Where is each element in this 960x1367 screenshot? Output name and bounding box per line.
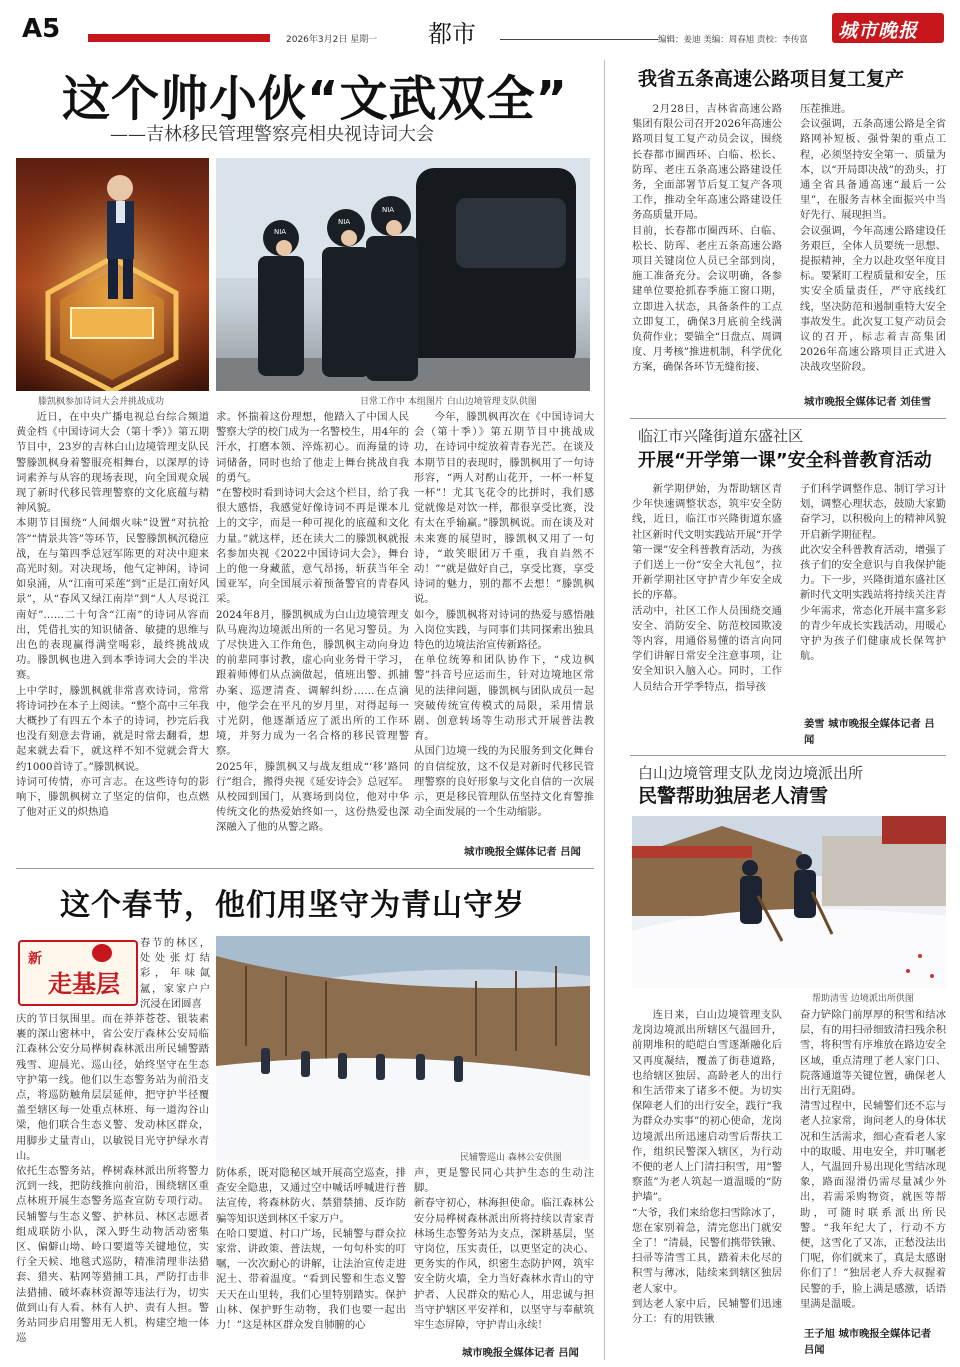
grassroots-badge <box>18 940 138 1006</box>
story1-column-3: 今年，滕凯枫再次在《中国诗词大会（第十季）》第五期节目中挑战成功，在诗词中绽放着青春光芒。在谈及本期节目的表现时，滕凯枫用了一句诗形容，“两人对酌山花开，一杯一杯复一杯”！尤其飞花令的比拼时，我们感觉就像是对饮一样，都很享受比赛，没有太在乎输赢。”滕凯枫说。而在谈及对未来赛的展望时，滕凯枫又用了一句诗，“敢笑眼团万千重，我自岿然不动！”“就是做好自己，享受比赛，享受诗词的魅力，别的都不去想！”滕凯枫说。 如今，滕凯枫将对诗词的热爱与感悟融入岗位实践，与同事们共同探索出独具特色的边境法治宣传新路径。 在单位统筹和团队协作下，“戍边枫警”抖音号应运而生，针对边境地区常见的法律问题，滕凯枫与团队成员一起突破传统宣传模式的局限，采用情景剧、创意转场等生动形式开展普法教育。 从国门边境一线的为民服务到文化舞台的自信绽放，这不仅是对新时代移民管理警察的良好形象与文化自信的一次展示，更是移民管理队伍坚持文化育警推动全面发展的一个生动缩影。 <box>414 411 594 819</box>
story3-headline: 开展“开学第一课”安全科普教育活动 <box>638 450 932 471</box>
story4-byline: 王子旭 城市晚报全媒体记者 吕闻 <box>804 1328 932 1356</box>
badge-main-text: 走基层 <box>48 970 120 998</box>
masthead-rule <box>500 39 658 40</box>
story5-photo-caption: 民辅警巡山 森林公安供图 <box>460 1150 562 1163</box>
story4-column-1: 连日来，白山边境管理支队龙岗边境派出所辖区气温回升，前期堆积的皑皑白雪逐渐融化后又再度凝结，覆盖了街巷道路，也给辖区独居、高龄老人的出行和生活带来了诸多不便。为切实保障老人们的出行安全，践行“我为群众办实事”的初心使命，龙岗边境派出所迅速启动雪后帮扶工作，组织民警深入辖区，为行动不便的老人上门清扫积雪，用“警察蓝”为老人筑起一道温暖的“防护墙”。 “大爷，我们来给您扫雪除冰了，您在家别着急，清完您出门就安全了！”清晨，民警们携带铁锹、扫帚等清雪工具，踏着未化尽的积雪与薄冰，陆续来到辖区独居老人家中。 到达老人家中后，民辅警们迅速分工：有的用铁锹 <box>632 1009 782 1326</box>
story1-photo1-caption: 滕凯枫参加诗词大会并挑战成功 <box>38 397 165 407</box>
story3-column-1: 新学期伊始，为帮助辖区青少年快速调整状态，筑牢安全防线，近日，临江市兴隆街道东盛社区新时代文明实践站开展“开学第一课”安全科普教育活动，为孩子们送上一份“安全大礼包”，拉开新学期社区守护青少年安全成长的序幕。 活动中，社区工作人员围绕交通安全、消防安全、防范校园欺凌等内容，用通俗易懂的语言向同学们讲解日常安全注意事项，让安全知识入脑入心。同时，工作人员结合开学季特点，指导孩 <box>632 483 782 693</box>
story3-kicker: 临江市兴隆街道东盛社区 <box>638 427 804 445</box>
masthead-red-bar <box>88 34 270 42</box>
badge-small-char: 新 <box>28 951 42 967</box>
story2-byline: 城市晚报全媒体记者 刘佳雪 <box>804 396 932 408</box>
story5-intro: 春节的林区，处处张灯结彩，年味氤氲，家家户户沉浸在团圆喜 <box>140 937 210 1010</box>
brand-logo-text: 城市晚报 <box>838 20 919 42</box>
divider-story2 <box>630 418 946 419</box>
story1-subhead: ——吉林移民管理警察亮相央视诗词大会 <box>110 124 434 145</box>
story5-photo-forest-patrol <box>216 936 590 1160</box>
story1-column-2: 求。怀揣着这份理想，他踏入了中国人民警察大学的校门成为一名警校生，用4年的汗水，打磨本领、淬炼初心。而海量的诗词储备，同时也给了他走上舞台挑战自我的勇气。 “在警校时看到诗词大会这个栏目，给了我很大感悟，我感觉好像诗词不再是课本儿上的文字，而是一种可视化的底蕴和文化力量。”就这样，还在读大二的滕凯枫就报名参加央视《2022中国诗词大会》，舞台上的他一身藏蓝，意气昂扬，斩获当年全国亚军，向全国展示着预备警官的青春风采。 2024年8月，滕凯枫成为白山边境管理支队马鹿沟边境派出所的一名见习警员。为了尽快进入工作角色，滕凯枫主动向身边的前辈同事讨教，虚心向业务骨干学习，跟着师傅们从点滴做起，值班出警、抓捕办案、巡逻清查、调解纠纷……在点滴中，他学会在平凡的岁月里，对得起每一寸光阴，他逐渐适应了派出所的工作环境，并努力成为一名合格的移民管理警察。 2025年，滕凯枫又与战友组成“‘移’路同行”组合，搬得央视《延安诗会》总冠军。从校园到国门，从赛场到岗位，他对中华传统文化的热爱始终如一，这份热爱也深深融入了他的从警之路。 <box>216 411 409 834</box>
story1-column-1: 近日，在中央广播电视总台综合频道黄金档《中国诗词大会（第十季）》第五期节目中，23岁的吉林白山边境管理支队民警滕凯枫身着警服亮相舞台，以深厚的诗词素养与从容的现场表现，向全国观众展现了新时代移民管理警察的文化底蕴与精神风貌。 本期节目围绕“人间烟火味”设置“对抗抢答”“情景共答”等环节，民警滕凯枫沉稳应战，在与第四季总冠军陈更的对决中迎来高光时刻。对决现场，他气定神闲，诗词如泉涌，从“江南可采莲”到“正是江南好风景”，从“春风又绿江南岸”到“人人尽说江南好”……二十句含“江南”的诗词从容而出，凭借扎实的知识储备、敏捷的思维与出色的表现赢得满堂喝彩，最终挑战成功。滕凯枫也进入到本季诗词大会的半决赛。 上中学时，滕凯枫就非常喜欢诗词，常常将诗词抄在本子上阅读。“整个高中三年我大概抄了有四五个本子的诗词，抄完后我也没有刻意去背诵，就是时常去翻看，想起来就去看下，就这样不知不觉就会背大约1000首诗了。”滕凯枫说。 诗词可传情，亦可言志。在这些诗句的影响下，滕凯枫树立了坚定的信仰，也点燃了他对正义的炽热追 <box>16 411 209 819</box>
story1-photo-officers <box>216 158 590 391</box>
column-divider <box>604 60 605 1360</box>
lantern-icon <box>92 944 112 962</box>
story5-column-1: 庆的节日氛围里。而在莽莽苍苍、银装素裹的深山密林中，省公安厅森林公安局临江森林公安分局桦树森林派出所民辅警踏残雪、迎晨光、巡山径，始终坚守在生态守护第一线。他们以生态警务站为前沿支点，将巡防触角层层延伸，把守护半径覆盖至辖区每一处重点林班、每一道沟谷山梁，他们联合生态义警、发动林区群众，用脚步丈量青山，以敏锐目光守护绿水青山。 依托生态警务站，桦树森林派出所将警力沉到一线，把防线推向前沿，围绕辖区重点林班开展生态警务巡查宣防专项行动。民辅警与生态义警、护林员、林区志愿者组成联防小队，深入野生动物活动密集区、偏僻山坳、岭口要道等关键地位，实行全天候、地毯式巡防，精准清理非法猎套、猎夹、粘网等猎捕工具，严防打击非法猎捕、破坏森林资源等违法行为，切实做到山有人看、林有人护、责有人担。警务站同步启用警用无人机，构建空地一体巡 <box>16 1013 209 1345</box>
issue-date: 2026年3月2日 星期一 <box>286 35 378 45</box>
page-number: A5 <box>22 14 61 44</box>
story4-photo-caption: 帮助清雪 边境派出所供图 <box>812 994 914 1004</box>
story5-column-3: 声，更是警民同心共护生态的生动注脚。 新春守初心，林海担使命。临江森林公安分局桦树森林派出所将持续以青家青林场生态警务站为支点，深耕基层，坚守岗位，压实责任，以更坚定的决心、更务实的作风，织密生态防护网，筑牢安全防火墙，全力当好森林水青山的守护者、人民群众的贴心人，用忠诚与担当守护辖区平安祥和，以坚守与奉献筑牢生态屏障，守护青山永续！ <box>414 1167 594 1332</box>
story2-column-1: 2月28日，吉林省高速公路集团有限公司召开2026年高速公路项目复工复产动员会议，围绕长春都市圈西环、白临、松长、防珲、老庄五条高速公路建设任务，全面部署节后复工复产各项工作，推动全年高速公路建设任务高质量开局。 目前，长春都市圈西环、白临、松长、防珲、老庄五条高速公路项目关键岗位人员已全部到岗，施工准备充分。会议明确，各参建单位要抢抓春季施工窗口期，立即进入状态，具备条件的工点立即复工，确保3月底前全线满负荷作业；要锚全“日盘点、周调度、月考核”推进机制，科学优化方案，确保各环节无缝衔接、 <box>632 103 782 374</box>
story1-photo-poetry-stage <box>16 158 209 391</box>
editor-credits: 编辑：姜迪 美编：周春旭 责校：李传富 <box>658 35 808 45</box>
story5-byline: 城市晚报全媒体记者 吕闻 <box>462 1347 579 1359</box>
story1-byline: 城市晚报全媒体记者 吕闻 <box>464 846 581 858</box>
story2-headline: 我省五条高速公路项目复工复产 <box>638 68 905 90</box>
story4-column-2: 奋力铲除门前厚厚的积雪和结冰层，有的用扫帚细致清扫残余积雪，将积雪有序堆放在路边安全区域，重点清理了老人家门口、院落通道等关键位置，确保老人出行无阻碍。 清雪过程中，民辅警们还不忘与老人拉家常，询问老人的身体状况和生活需求，细心查看老人家中的取暖、用电安全，并叮嘱老人，气温回升易出现化雪结冰现象，路面湿滑仍需尽量减少外出，若需采购物资，就医等帮助，可随时联系派出所民警。“我年纪大了，行动不方便，这雪化了又冻，正愁没法出门呢，你们就来了，真是太感谢你们了！”独居老人乔大叔握着民警的手，脸上满是感激，话语里满是温暖。 <box>800 1009 946 1310</box>
story4-headline: 民警帮助独居老人清雪 <box>638 785 829 807</box>
divider-story3 <box>630 755 946 756</box>
story4-photo-snow-clearing <box>632 816 946 988</box>
story1-headline: 这个帅小伙“文武双全” <box>62 71 569 127</box>
svg-text:NIA: NIA <box>382 206 395 214</box>
story2-column-2: 压茬推进。 会议强调，五条高速公路是全省路网补短板、强骨架的重点工程，必须坚持安全第一、质量为本，以“开局即决战”的劲头，打通全省具备通高速“最后一公里”，在服务吉林全面振兴中当好先行、展现担当。 会议强调，今年高速公路建设任务艰巨，全体人员要统一思想、提振精神，全力以赴攻坚年度目标。要紧盯工程质量和安全，压实安全质量责任，严守底线红线，坚决防范和遏制重特大安全事故发生。此次复工复产动员会议的召开，标志着吉高集团2026年高速公路项目正式进入决战攻坚阶段。 <box>800 103 946 374</box>
divider-story5 <box>16 868 594 869</box>
svg-text:NIA: NIA <box>274 228 287 236</box>
section-label: 都市 <box>428 20 476 48</box>
story5-headline: 这个春节，他们用坚守为青山守岁 <box>60 888 525 923</box>
story5-column-2: 防体系，既对隐秘区域开展高空巡查，排查安全隐患，又通过空中喊话呼喊进行普法宣传，将森林防火、禁猎禁捕、反诈防骗等知识送到林区千家万户。 在哈口要道、村口广场，民辅警与群众拉家常、讲政策、普法规，一句句朴实的叮嘱，一次次耐心的讲解，让法治宣传走进泥土、带着温度。“看到民警和生态义警天天在山里转，我们心里特别踏实。保护山林、保护野生动物，我们也要一起出力！”这是林区群众发自肺腑的心 <box>216 1167 406 1332</box>
story3-column-2: 子们科学调整作息、制订学习计划，调整心理状态，鼓励大家勤奋学习，以积极向上的精神风貌开启新学期征程。 此次安全科普教育活动，增强了孩子们的安全意识与自我保护能力。下一步，兴隆街道东盛社区新时代文明实践站将持续关注青少年需求，常态化开展丰富多彩的青少年成长实践活动，用暖心守护为孩子们健康成长保驾护航。 <box>800 483 946 663</box>
svg-text:NIA: NIA <box>338 218 351 226</box>
story4-kicker: 白山边境管理支队龙岗边境派出所 <box>638 764 864 782</box>
story3-byline: 姜雪 城市晚报全媒体记者 吕闻 <box>804 718 935 746</box>
story1-photo2-caption: 日常工作中 本组图片 白山边境管理支队供图 <box>360 397 537 407</box>
